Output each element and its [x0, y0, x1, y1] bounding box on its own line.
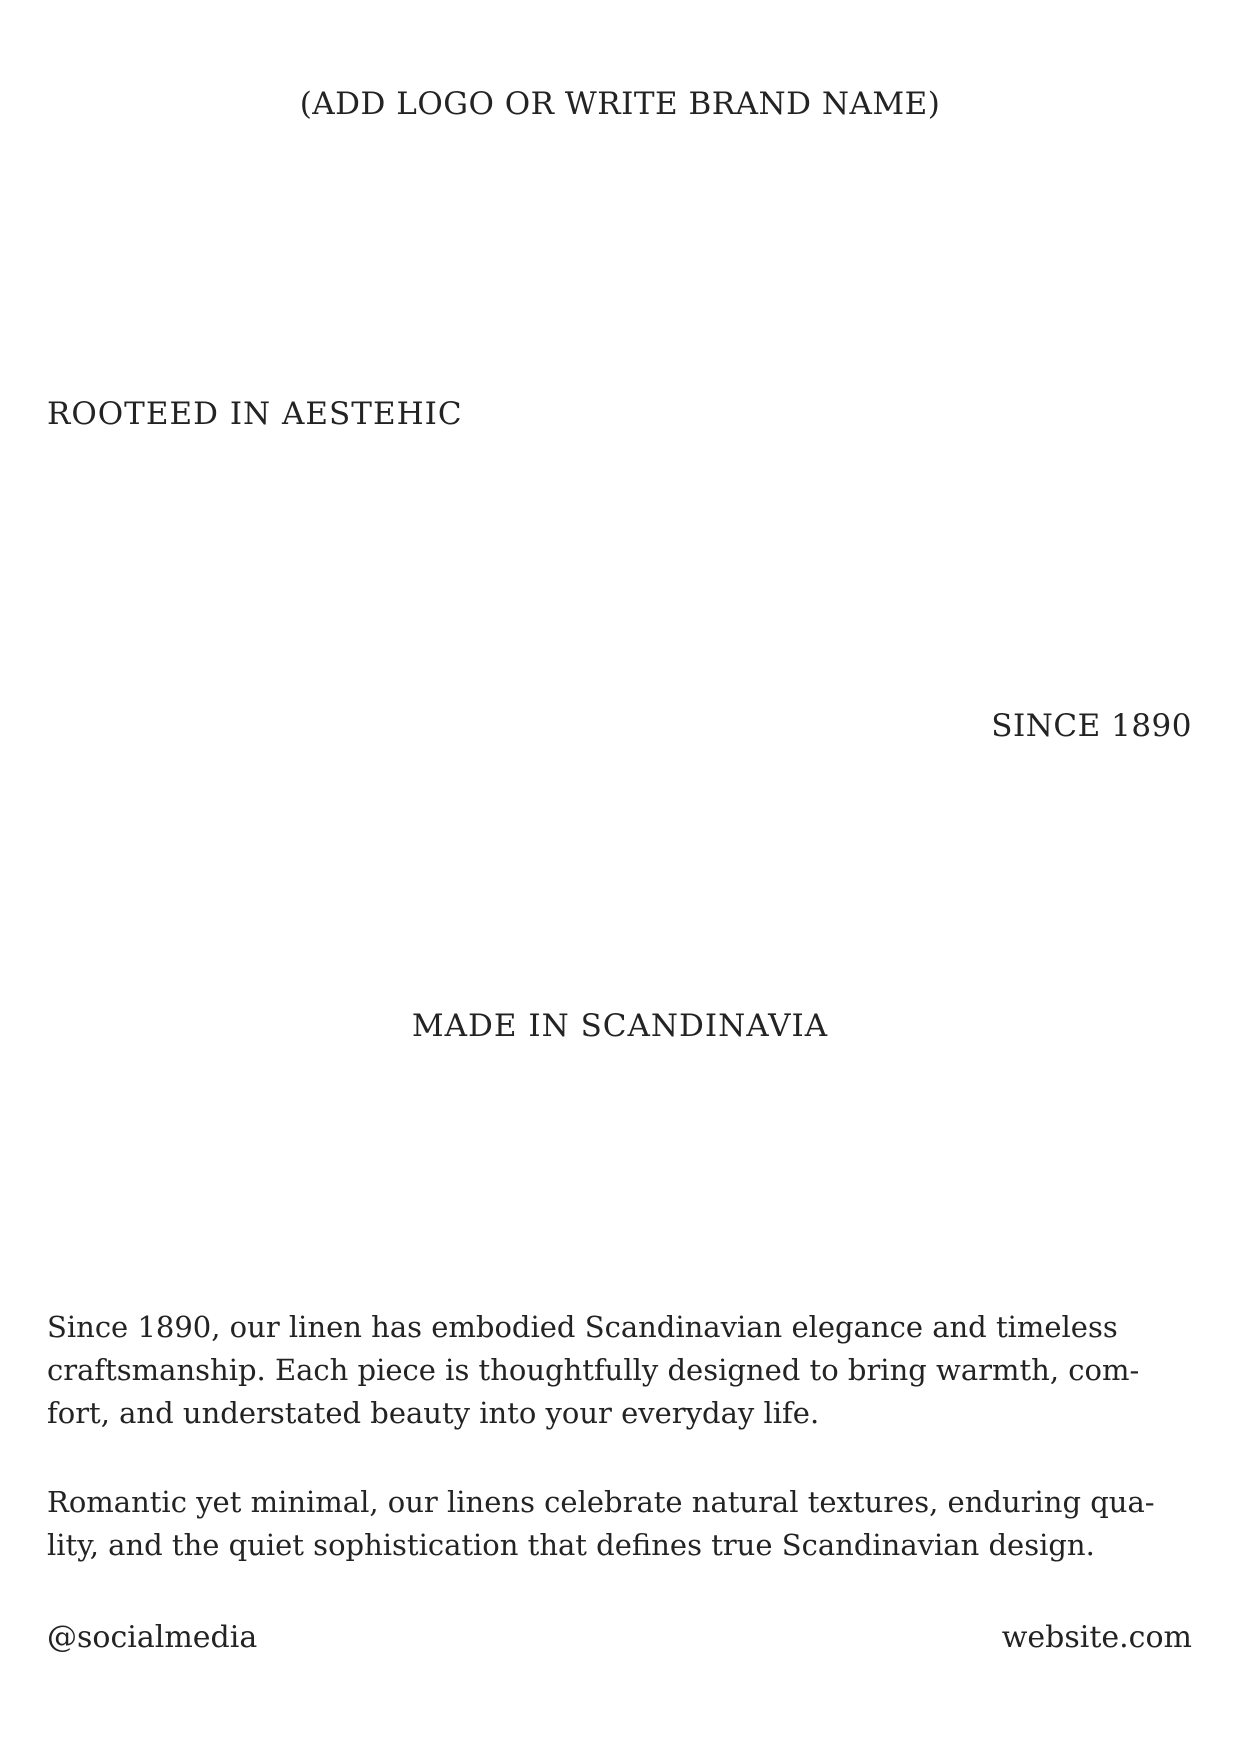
tagline-since-1890: SINCE 1890: [991, 708, 1192, 744]
brand-name-placeholder: (ADD LOGO OR WRITE BRAND NAME): [299, 86, 941, 122]
body-paragraph-1-line-2: craftsmanship. Each piece is thoughtfully designed to bring warmth, com-: [47, 1353, 1140, 1387]
body-paragraph-1-line-3: fort, and understated beauty into your everyday life.: [47, 1396, 820, 1430]
footer: [47, 1620, 1192, 1655]
body-copy: [47, 1306, 1197, 1567]
tagline-made-in-scandinavia: MADE IN SCANDINAVIA: [411, 1008, 829, 1044]
body-paragraph-2-line-2: lity, and the quiet sophistication that defines true Scandinavian design.: [47, 1528, 1095, 1562]
website-url: website.com: [1001, 1620, 1192, 1655]
tagline-rooted-in-aesthetic: ROOTEED IN AESTEHIC: [47, 396, 463, 432]
body-paragraph-1: [47, 1306, 1197, 1435]
body-paragraph-2-line-1: Romantic yet minimal, our linens celebrate natural textures, enduring qua-: [47, 1485, 1155, 1519]
social-media-handle: @socialmedia: [47, 1620, 258, 1655]
body-paragraph-2: [47, 1481, 1197, 1567]
body-paragraph-1-line-1: Since 1890, our linen has embodied Scandinavian elegance and timeless: [47, 1310, 1118, 1344]
